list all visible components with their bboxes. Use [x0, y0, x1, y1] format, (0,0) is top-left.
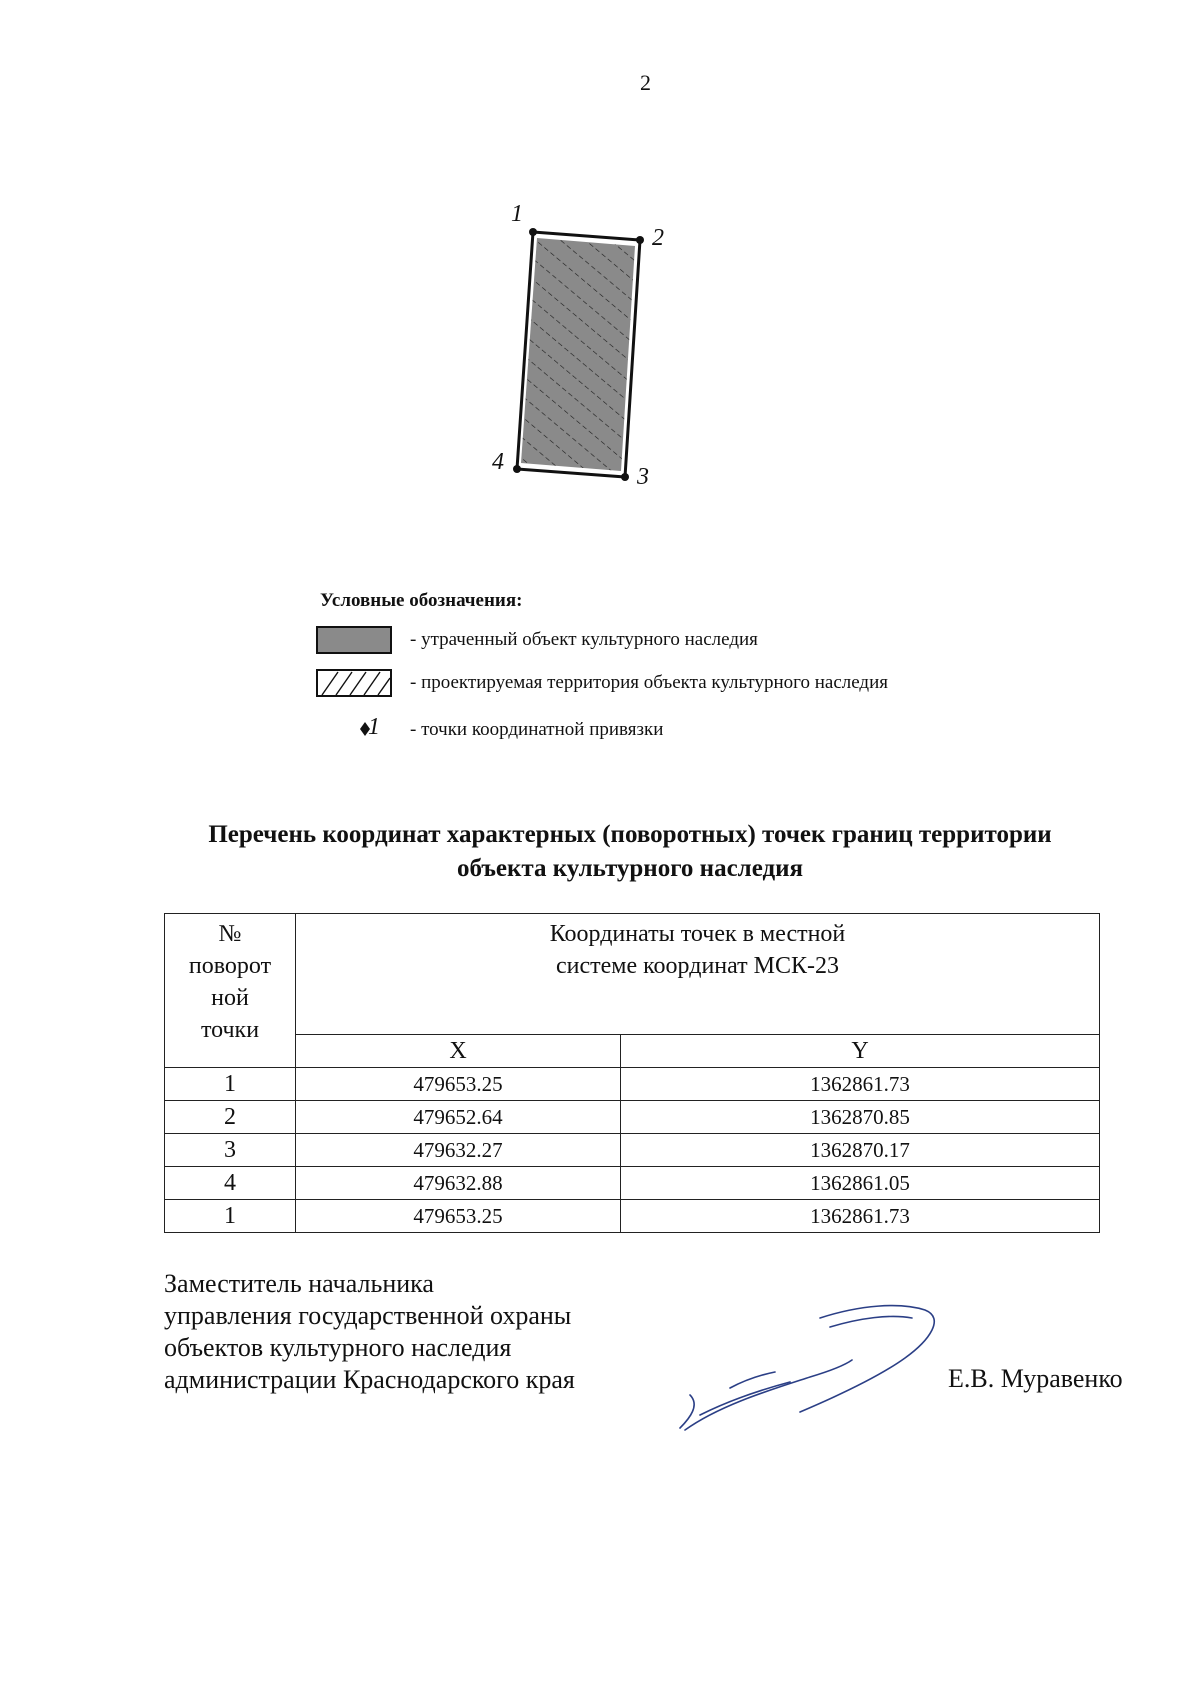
y-value-cell: 1362870.17 — [621, 1134, 1100, 1167]
y-column-header: Y — [621, 1035, 1100, 1068]
y-value-cell: 1362870.85 — [621, 1101, 1100, 1134]
y-value-cell: 1362861.05 — [621, 1167, 1100, 1200]
point-number-cell: 3 — [165, 1134, 296, 1167]
point-number-cell: 1 — [165, 1200, 296, 1233]
coordinates-heading-line-1: Перечень координат характерных (поворотных) точек границ территории — [208, 821, 1052, 848]
point-label-1: 1 — [511, 201, 523, 227]
legend-point-label: 1 — [368, 714, 380, 740]
legend-text: - проектируемая территория объекта культурного наследия — [410, 672, 888, 693]
header-line: № — [218, 921, 242, 947]
point-label-3: 3 — [637, 464, 649, 490]
point-number-cell: 4 — [165, 1167, 296, 1200]
page-number: 2 — [640, 70, 651, 95]
coordinates-heading-line-2: объекта культурного наследия — [456, 855, 804, 882]
header-line: точки — [200, 1017, 260, 1043]
legend-title: Условные обозначения: — [320, 590, 523, 611]
x-value-cell: 479652.64 — [296, 1101, 621, 1134]
position-line: Заместитель начальника — [164, 1269, 434, 1298]
point-label-2: 2 — [652, 225, 664, 251]
position-line: управления государственной охраны — [164, 1301, 572, 1330]
x-value-cell: 479653.25 — [296, 1068, 621, 1101]
x-value-cell: 479632.88 — [296, 1167, 621, 1200]
y-value-cell: 1362861.73 — [621, 1200, 1100, 1233]
x-value-cell: 479632.27 — [296, 1134, 621, 1167]
point-number-cell: 1 — [165, 1068, 296, 1101]
y-value-cell: 1362861.73 — [621, 1068, 1100, 1101]
legend-text: - точки координатной привязки — [410, 719, 664, 740]
signatory-name: Е.В. Муравенко — [948, 1364, 1123, 1393]
x-value-cell: 479653.25 — [296, 1200, 621, 1233]
position-line: администрации Краснодарского края — [164, 1365, 575, 1394]
point-label-4: 4 — [492, 449, 504, 475]
point-number-cell: 2 — [165, 1101, 296, 1134]
header-line: ной — [211, 985, 249, 1011]
header-line: Координаты точек в местной — [549, 921, 846, 947]
header-line: поворот — [188, 953, 272, 979]
x-column-header: X — [296, 1035, 621, 1068]
header-line: системе координат МСК-23 — [555, 953, 840, 979]
legend-text: - утраченный объект культурного наследия — [410, 629, 758, 650]
position-line: объектов культурного наследия — [164, 1333, 512, 1362]
